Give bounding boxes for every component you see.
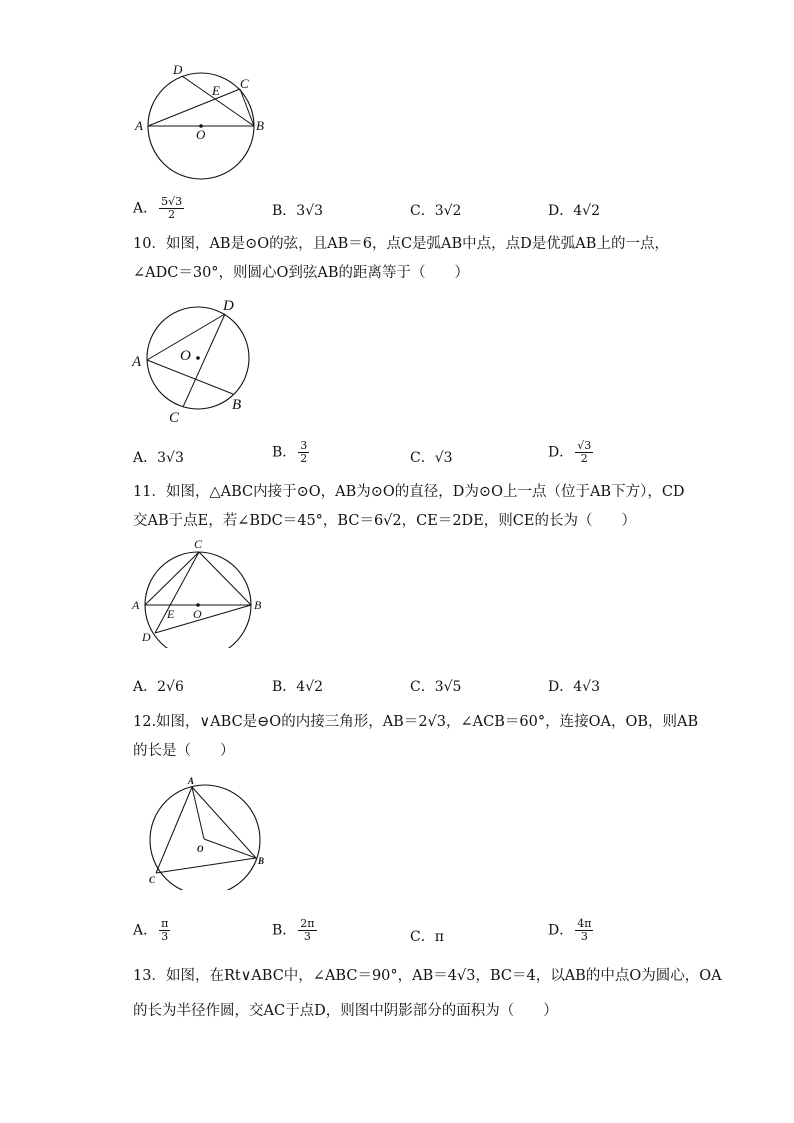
q13-text-line2: 的长为半径作圆，交AC于点D，则图中阴影部分的面积为（ ）	[133, 1003, 558, 1019]
q11-option-b[interactable]: B．4√2	[272, 679, 324, 695]
q11-option-d-value: 4√3	[573, 679, 600, 695]
q12-text-line1: 12.如图，∨ABC是⊖O的内接三角形，AB＝2√3，∠ACB＝60°，连接OA，OB，则AB	[133, 714, 699, 730]
q12-option-a-value: $\frac{\pi}{3}$	[161, 917, 169, 943]
q11-option-d[interactable]: D．4√3	[548, 679, 600, 695]
q10-text-line2: ∠ADC＝30°，则圆心O到弦AB的距离等于（ ）	[133, 265, 470, 281]
q12-label-b: B	[258, 856, 265, 866]
q9-label-e: E	[212, 83, 220, 98]
q10-text-line1: 10．如图，AB是⊙O的弦，且AB＝6，点C是弧AB中点，点D是优弧AB上的一点，	[133, 236, 669, 252]
q9-option-a[interactable]: A． $\frac{5√3}{2}$	[133, 195, 183, 221]
q11-label-c: C	[194, 538, 203, 551]
q12-text-line2: 的长是（ ）	[133, 743, 235, 759]
q10-option-b[interactable]: B． $\frac{3}{2}$	[272, 439, 308, 465]
q13-text-line1: 13．如图，在Rt∨ABC中，∠ABC＝90°，AB＝4√3，BC＝4，以AB的中点O为圆心，OA	[133, 968, 722, 984]
q11-option-c[interactable]: C．3√5	[410, 679, 462, 695]
q9-option-b-value: 3√3	[296, 203, 324, 219]
q12-option-b-value: $\frac{2\pi}{3}$	[300, 917, 315, 943]
q11-label-b: B	[254, 598, 262, 612]
q9-option-a-value: $\frac{5√3}{2}$	[161, 195, 183, 221]
q10-option-b-value: $\frac{3}{2}$	[300, 439, 308, 465]
q12-option-a[interactable]: A． $\frac{\pi}{3}$	[133, 917, 169, 943]
q10-option-d-value: $\frac{√3}{2}$	[577, 439, 592, 465]
q12-circle-figure	[140, 775, 280, 890]
q9-option-c-value: 3√2	[434, 203, 462, 219]
q12-option-c-value: π	[434, 929, 444, 945]
q11-circle-figure	[128, 538, 268, 648]
q9-label-a: A	[135, 118, 143, 133]
q12-option-b[interactable]: B． $\frac{2\pi}{3}$	[272, 917, 315, 943]
q9-label-c: C	[240, 76, 249, 91]
q10-option-c[interactable]: C．√3	[410, 450, 453, 466]
q9-option-b[interactable]: B．3√3	[272, 203, 324, 219]
q11-label-a: A	[132, 598, 140, 612]
q9-label-d: D	[173, 62, 183, 77]
q12-label-a: A	[188, 776, 195, 786]
q10-option-d[interactable]: D． $\frac{√3}{2}$	[548, 439, 592, 465]
q11-option-b-value: 4√2	[296, 679, 324, 695]
q11-label-d: D	[142, 630, 151, 644]
q12-option-d[interactable]: D． $\frac{4\pi}{3}$	[548, 917, 592, 943]
q11-text-line2: 交AB于点E，若∠BDC＝45°，BC＝6√2，CE＝2DE，则CE的长为（ ）	[133, 513, 636, 529]
q10-circle-figure	[128, 292, 258, 427]
q10-option-a-value: 3√3	[157, 450, 184, 466]
q11-label-o: O	[193, 607, 202, 621]
q10-label-d: D	[223, 298, 234, 314]
q10-option-c-value: √3	[434, 450, 453, 466]
q11-option-a[interactable]: A．2√6	[133, 679, 184, 695]
q11-option-c-value: 3√5	[434, 679, 462, 695]
q10-label-b: B	[232, 397, 242, 413]
q11-label-e: E	[167, 607, 175, 621]
q9-option-d[interactable]: D．4√2	[548, 203, 600, 219]
q10-label-c: C	[169, 410, 180, 426]
q12-label-c: C	[149, 875, 156, 885]
q12-label-o: O	[197, 844, 204, 854]
q10-label-o: O	[180, 348, 191, 364]
q10-label-a: A	[132, 354, 142, 370]
q12-option-d-value: $\frac{4\pi}{3}$	[577, 917, 592, 943]
q9-label-o: O	[196, 127, 206, 142]
q12-option-c[interactable]: C．π	[410, 929, 444, 945]
q9-circle-figure	[130, 58, 270, 188]
q9-option-d-value: 4√2	[573, 203, 600, 219]
q11-option-a-value: 2√6	[157, 679, 184, 695]
q10-option-a[interactable]: A．3√3	[133, 450, 184, 466]
q9-option-c[interactable]: C．3√2	[410, 203, 462, 219]
q9-label-b: B	[256, 118, 264, 133]
q11-text-line1: 11．如图，△ABC内接于⊙O，AB为⊙O的直径，D为⊙O上一点（位于AB下方），CD	[133, 484, 685, 500]
